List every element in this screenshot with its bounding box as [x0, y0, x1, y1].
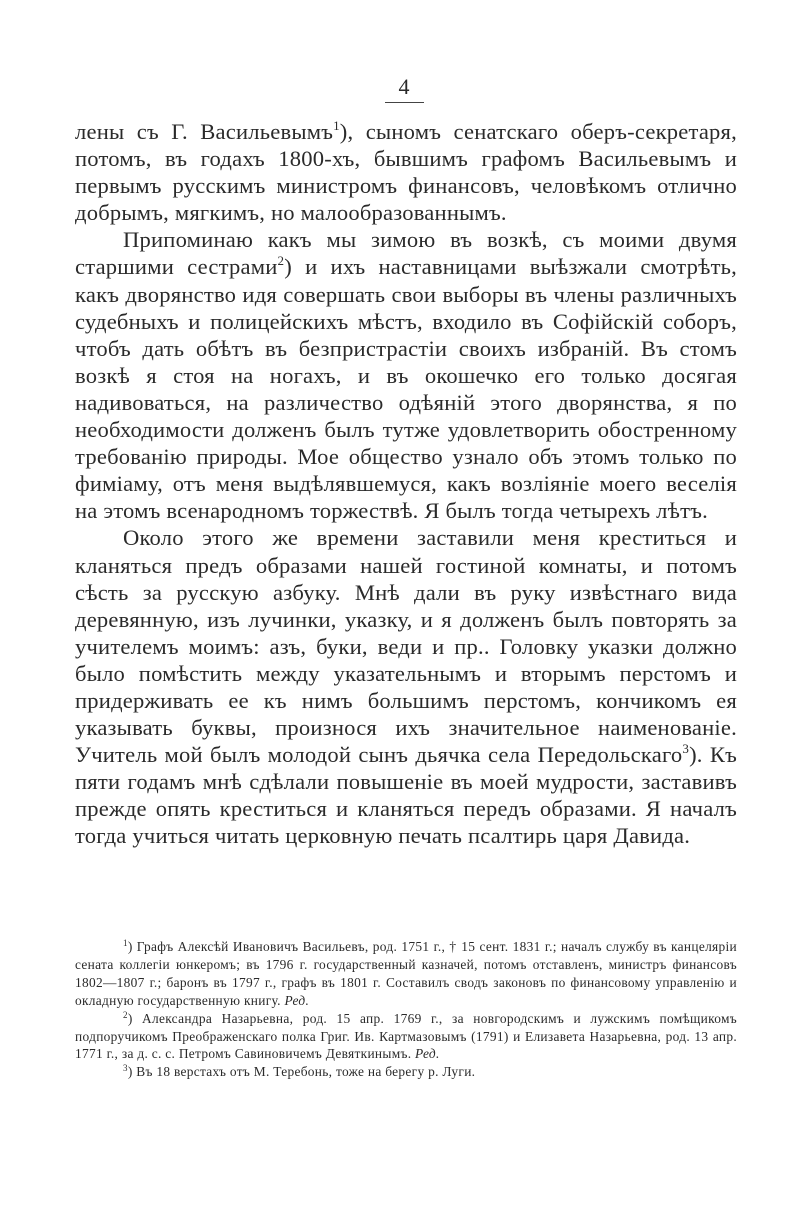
footnote-text: ) Александра Назарьевна, род. 15 апр. 1769 г., за новгородскимъ и лужскимъ помѣщикомъ подпоручикомъ Преображенскаго полка Григ. Ив. Картмазовымъ (1791) и Елизавета Назарьевна, род. 13 апр. 1771 г., за д. с. с. Петромъ Савиновичемъ Девяткинымъ.	[75, 1010, 737, 1062]
paragraph	[75, 524, 737, 849]
footnote-text: ) Графъ Алексѣй Ивановичъ Васильевъ, род. 1751 г., † 15 сент. 1831 г.; началъ службу въ канцеляріи сената коллегіи юнкеромъ; въ 1796 г. государственный казначей, потомъ отставленъ, министръ финансовъ 1802—1807 г.; баронъ въ 1797 г., графъ въ 1801 г. Составилъ сводъ законовъ по финансовому управленію и окладную государственную книгу.	[75, 939, 737, 1008]
footnote-reference: 3	[682, 741, 690, 757]
paragraph-text: Припоминаю какъ мы зимою въ возкѣ, съ моими двумя старшими сестрами	[75, 227, 737, 280]
paragraph-text: лены съ Г. Васильевымъ	[75, 119, 334, 144]
paragraph	[75, 118, 737, 226]
paragraph	[75, 226, 737, 524]
page-number-text: 4	[385, 74, 424, 103]
paragraph-text: ) и ихъ наставницами выѣзжали смотрѣть, какъ дворянство идя совершать свои выборы въ члены различныхъ судебныхъ и полицейскихъ мѣстъ, входило въ Софійскій соборъ, чтобъ дать обѣтъ въ безпристрастіи своихъ избраній. Въ стомъ возкѣ я стоя на ногахъ, и въ окошечко его только досягая надивоваться, на различество одѣяній этого дворянства, я по необходимости долженъ былъ тутже удовлетворить обостренному требованію природы. Мое общество узнало объ этомъ только по фиміаму, отъ меня выдѣлявшемуся, какъ возліяніе моего веселія на этомъ всенародномъ торжествѣ. Я былъ тогда четырехъ лѣтъ.	[75, 254, 737, 524]
footnote	[75, 1010, 737, 1064]
footnote-reference: 2	[277, 253, 285, 269]
footnote-mark: 1	[123, 938, 128, 948]
main-text	[75, 118, 737, 850]
footnote-reference: 1	[333, 118, 340, 133]
footnote	[75, 938, 737, 1010]
footnote-text: ) Въ 18 верстахъ отъ М. Теребонь, тоже на берегу р. Луги.	[127, 1064, 476, 1080]
footnote-mark: 2	[123, 1009, 128, 1020]
paragraph-text: ), сыномъ сенатскаго оберъ-секретаря, потомъ, въ годахъ 1800-хъ, бывшимъ графомъ Васильевымъ и первымъ русскимъ министромъ финансовъ, человѣкомъ отлично добрымъ, мягкимъ, но малообразованнымъ.	[75, 119, 737, 226]
footnotes	[75, 938, 737, 1081]
paragraph-text: Около этого же времени заставили меня креститься и кланяться предъ образами нашей гостиной комнаты, и потомъ сѣсть за русскую азбуку. Мнѣ дали въ руку извѣстнаго вида деревянную, изъ лучинки, указку, и я долженъ былъ повторять за учителемъ моимъ: азъ, буки, веди и пр.. Головку указки должно было помѣстить между указательнымъ и вторымъ перстомъ и придерживать ее къ нимъ большимъ перстомъ, кончикомъ ея указывать буквы, произнося ихъ значительное наименованіе. Учитель мой былъ молодой сынъ дьячка села Передольскаго	[75, 525, 737, 768]
footnote-mark: 3	[123, 1063, 128, 1074]
editor-note: Ред.	[284, 992, 310, 1008]
editor-note: Ред.	[415, 1046, 440, 1062]
paragraph-text: ). Къ пяти годамъ мнѣ сдѣлали повышеніе въ моей мудрости, заставивъ прежде опять креститься и кланяться передъ образами. Я началъ тогда учиться читать церковную печать псалтирь царя Давида.	[75, 742, 737, 849]
footnote	[75, 1063, 737, 1081]
page-number	[0, 74, 808, 103]
